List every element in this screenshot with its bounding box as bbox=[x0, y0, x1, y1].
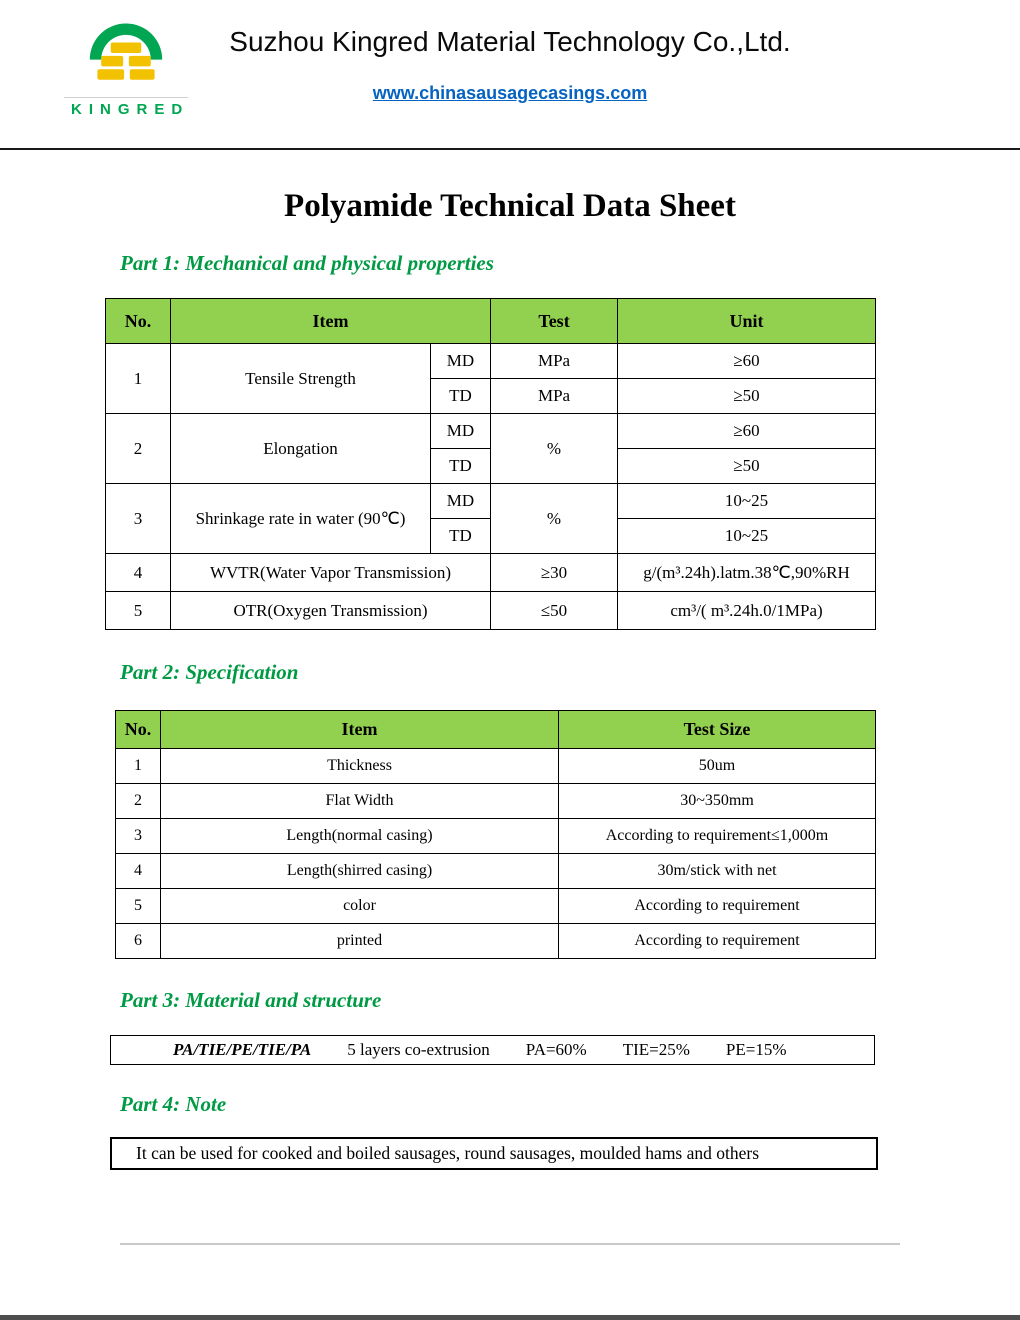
cell-item: WVTR(Water Vapor Transmission) bbox=[171, 554, 491, 592]
cell-no: 3 bbox=[116, 819, 161, 854]
cell-item: printed bbox=[161, 924, 559, 959]
cell-direction: TD bbox=[431, 379, 491, 414]
table-row-otr bbox=[106, 592, 876, 630]
part3-heading: Part 3: Material and structure bbox=[120, 988, 382, 1012]
cell-no: 3 bbox=[106, 484, 171, 554]
logo-block bbox=[97, 69, 124, 79]
cell-item: Tensile Strength bbox=[171, 344, 431, 414]
cell-no: 1 bbox=[106, 344, 171, 414]
table-header-row bbox=[106, 299, 876, 344]
cell-test: % bbox=[491, 414, 618, 484]
column-header-test: Test bbox=[491, 299, 618, 344]
cell-no: 5 bbox=[106, 592, 171, 630]
cell-item: Shrinkage rate in water (90℃) bbox=[171, 484, 431, 554]
cell-direction: MD bbox=[431, 414, 491, 449]
kingred-logo-text: KINGRED bbox=[64, 97, 188, 118]
cell-test: ≤50 bbox=[491, 592, 618, 630]
page-bottom-bar bbox=[0, 1315, 1020, 1320]
cell-test-size: According to requirement bbox=[559, 889, 876, 924]
cell-unit: cm³/( m³.24h.0/1MPa) bbox=[618, 592, 876, 630]
cell-test: MPa bbox=[491, 379, 618, 414]
footer-divider bbox=[120, 1243, 900, 1245]
table-row bbox=[116, 784, 876, 819]
table-header-row bbox=[116, 711, 876, 749]
cell-test-size: 30m/stick with net bbox=[559, 854, 876, 889]
material-pa-percentage: PA=60% bbox=[525, 1040, 587, 1059]
note-text: It can be used for cooked and boiled sausages, round sausages, moulded hams and others bbox=[136, 1143, 760, 1163]
cell-unit: 10~25 bbox=[618, 484, 876, 519]
table-row bbox=[116, 749, 876, 784]
column-header-item: Item bbox=[171, 299, 491, 344]
material-tie-percentage: TIE=25% bbox=[622, 1040, 690, 1059]
column-header-unit: Unit bbox=[618, 299, 876, 344]
column-header-no: No. bbox=[116, 711, 161, 749]
note-box bbox=[110, 1137, 878, 1170]
cell-item: Elongation bbox=[171, 414, 431, 484]
column-header-no: No. bbox=[106, 299, 171, 344]
table-row-shrinkage-md bbox=[106, 484, 876, 519]
cell-direction: MD bbox=[431, 344, 491, 379]
cell-item: Length(normal casing) bbox=[161, 819, 559, 854]
mechanical-properties-table bbox=[105, 298, 876, 630]
material-pe-percentage: PE=15% bbox=[725, 1040, 787, 1059]
header-divider bbox=[0, 148, 1020, 150]
cell-test-size: 50um bbox=[559, 749, 876, 784]
cell-no: 5 bbox=[116, 889, 161, 924]
cell-item: color bbox=[161, 889, 559, 924]
cell-test-size: According to requirement≤1,000m bbox=[559, 819, 876, 854]
cell-test-size: According to requirement bbox=[559, 924, 876, 959]
column-header-test-size: Test Size bbox=[559, 711, 876, 749]
cell-test: ≥30 bbox=[491, 554, 618, 592]
table-row-elongation-md bbox=[106, 414, 876, 449]
cell-unit: ≥50 bbox=[618, 449, 876, 484]
table-row-tensile-md bbox=[106, 344, 876, 379]
table-row bbox=[116, 889, 876, 924]
cell-unit: ≥50 bbox=[618, 379, 876, 414]
material-structure-box bbox=[110, 1035, 875, 1065]
cell-no: 4 bbox=[106, 554, 171, 592]
cell-no: 2 bbox=[106, 414, 171, 484]
cell-unit: g/(m³.24h).latm.38℃,90%RH bbox=[618, 554, 876, 592]
material-description: 5 layers co-extrusion bbox=[347, 1040, 490, 1059]
website-link[interactable]: www.chinasausagecasings.com bbox=[372, 83, 648, 103]
part1-heading: Part 1: Mechanical and physical properties bbox=[120, 251, 494, 275]
cell-item: Thickness bbox=[161, 749, 559, 784]
column-header-item: Item bbox=[161, 711, 559, 749]
cell-unit: ≥60 bbox=[618, 414, 876, 449]
company-name: Suzhou Kingred Material Technology Co.,Ltd. bbox=[229, 26, 791, 57]
cell-direction: MD bbox=[431, 484, 491, 519]
table-row bbox=[116, 854, 876, 889]
cell-direction: TD bbox=[431, 519, 491, 554]
cell-test-size: 30~350mm bbox=[559, 784, 876, 819]
table-row bbox=[116, 924, 876, 959]
cell-test: % bbox=[491, 484, 618, 554]
cell-no: 4 bbox=[116, 854, 161, 889]
cell-item: Flat Width bbox=[161, 784, 559, 819]
specification-table bbox=[115, 710, 876, 959]
cell-no: 1 bbox=[116, 749, 161, 784]
logo-block bbox=[130, 69, 155, 79]
table-row-wvtr bbox=[106, 554, 876, 592]
part2-heading: Part 2: Specification bbox=[120, 660, 299, 684]
page-title: Polyamide Technical Data Sheet bbox=[284, 188, 736, 224]
cell-item: OTR(Oxygen Transmission) bbox=[171, 592, 491, 630]
table-row bbox=[116, 819, 876, 854]
cell-item: Length(shirred casing) bbox=[161, 854, 559, 889]
cell-unit: 10~25 bbox=[618, 519, 876, 554]
cell-test: MPa bbox=[491, 344, 618, 379]
cell-direction: TD bbox=[431, 449, 491, 484]
cell-no: 2 bbox=[116, 784, 161, 819]
material-structure-layers: PA/TIE/PE/TIE/PA bbox=[173, 1040, 312, 1059]
cell-unit: ≥60 bbox=[618, 344, 876, 379]
cell-no: 6 bbox=[116, 924, 161, 959]
part4-heading: Part 4: Note bbox=[120, 1092, 227, 1116]
